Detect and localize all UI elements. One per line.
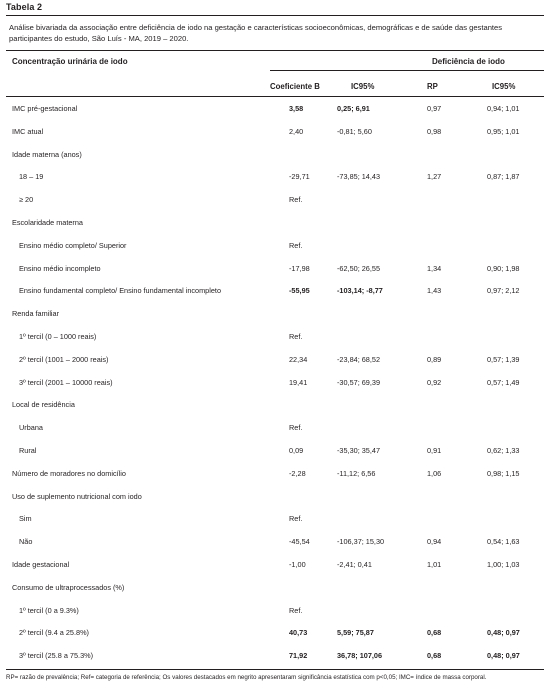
- cell-ic2: 0,87; 1,87: [487, 172, 520, 182]
- cell-label: 1º tercil (0 – 1000 reais): [19, 332, 97, 341]
- table-row: [0, 332, 550, 346]
- table-row: [0, 309, 550, 323]
- cell-rp: 1,34: [427, 263, 442, 273]
- table-row: [0, 514, 550, 528]
- cell-rp: 1,27: [427, 172, 442, 182]
- cell-rp: 0,68: [427, 628, 442, 638]
- cell-ic2: 0,62; 1,33: [487, 446, 520, 455]
- cell-rp: 0,89: [427, 354, 442, 364]
- group-header-right: Deficiência de iodo: [432, 57, 505, 66]
- cell-label: Ensino médio incompleto: [19, 263, 101, 273]
- table-row: [0, 241, 550, 255]
- cell-rp: 1,06: [427, 468, 442, 478]
- cell-coef: Ref.: [289, 195, 303, 205]
- cell-rp: 0,68: [427, 651, 442, 661]
- cell-coef: 19,41: [289, 377, 308, 387]
- table-row: [0, 628, 550, 642]
- cell-ic2: 0,97; 2,12: [487, 286, 520, 296]
- table-row: [0, 446, 550, 460]
- group-header-right-underline: [418, 70, 544, 71]
- cell-ic1: 5,59; 75,87: [337, 628, 374, 638]
- cell-label: 18 – 19: [19, 172, 44, 182]
- cell-coef: Ref.: [289, 423, 303, 433]
- cell-coef: 3,58: [289, 104, 304, 113]
- col-header-rp: RP: [427, 82, 438, 91]
- cell-rp: 0,91: [427, 446, 442, 455]
- cell-ic1: -11,12; 6,56: [337, 468, 376, 478]
- cell-coef: Ref.: [289, 605, 303, 615]
- table-row: [0, 560, 550, 574]
- cell-label: Idade materna (anos): [12, 149, 82, 159]
- table-row: [0, 150, 550, 164]
- cell-label: Renda familiar: [12, 309, 60, 319]
- table-row: [0, 195, 550, 209]
- cell-label: Consumo de ultraprocessados (%): [12, 582, 125, 592]
- col-header-coef: Coeficiente B: [270, 82, 320, 91]
- cell-coef: 0,09: [289, 446, 304, 455]
- table-row: [0, 469, 550, 483]
- cell-ic2: 0,54; 1,63: [487, 537, 520, 547]
- cell-label: IMC pré-gestacional: [12, 104, 78, 113]
- cell-coef: -1,00: [289, 560, 306, 569]
- cell-ic1: -0,81; 5,60: [337, 126, 372, 136]
- cell-ic1: -35,30; 35,47: [337, 446, 381, 455]
- cell-coef: 22,34: [289, 354, 308, 364]
- table-bottom-rule: [6, 669, 544, 670]
- header-bottom-rule: [6, 96, 544, 97]
- cell-coef: Ref.: [289, 240, 303, 250]
- cell-label: Número de moradores no domicílio: [12, 468, 126, 478]
- cell-coef: Ref.: [289, 514, 303, 524]
- table-row: [0, 423, 550, 437]
- cell-label: 2º tercil (9.4 a 25.8%): [19, 628, 89, 638]
- table-caption: Análise bivariada da associação entre deficiência de iodo na gestação e características socioeconômicas, demográficas e de saúde das gestantes participantes do estudo, São Luís - MA, 2019 – 2020.: [9, 23, 503, 43]
- table-row: [0, 378, 550, 392]
- table-row: [0, 606, 550, 620]
- cell-ic1: 36,78; 107,06: [337, 651, 383, 661]
- cell-label: Uso de suplemento nutricional com iodo: [12, 491, 142, 501]
- cell-label: Urbana: [19, 423, 43, 433]
- col-header-ic95-1: IC95%: [351, 82, 375, 91]
- cell-ic1: -106,37; 15,30: [337, 537, 385, 547]
- cell-coef: 2,40: [289, 126, 304, 136]
- cell-label: Ensino médio completo/ Superior: [19, 240, 127, 250]
- cell-ic1: -62,50; 26,55: [337, 263, 381, 273]
- cell-rp: 0,97: [427, 104, 442, 113]
- cell-label: 3º tercil (2001 – 10000 reais): [19, 377, 113, 387]
- cell-coef: Ref.: [289, 332, 303, 341]
- cell-label: ≥ 20: [19, 195, 34, 205]
- table-row: [0, 537, 550, 551]
- cell-label: Não: [19, 537, 33, 547]
- top-rule: [6, 15, 544, 16]
- cell-coef: -55,95: [289, 286, 310, 296]
- table-row: [0, 400, 550, 414]
- cell-ic2: 0,57; 1,49: [487, 377, 520, 387]
- table-row: [0, 264, 550, 278]
- header-top-rule: [6, 50, 544, 51]
- cell-ic1: -30,57; 69,39: [337, 377, 381, 387]
- cell-ic1: -103,14; -8,77: [337, 286, 383, 296]
- cell-coef: 40,73: [289, 628, 308, 638]
- cell-ic2: 0,57; 1,39: [487, 354, 520, 364]
- table-row: [0, 492, 550, 506]
- table-row: [0, 286, 550, 300]
- table-row: [0, 127, 550, 141]
- cell-ic1: -2,41; 0,41: [337, 560, 372, 569]
- cell-ic2: 1,00; 1,03: [487, 560, 520, 569]
- table-row: [0, 651, 550, 665]
- cell-rp: 1,01: [427, 560, 442, 569]
- cell-ic2: 0,48; 0,97: [487, 628, 520, 638]
- cell-ic1: -73,85; 14,43: [337, 172, 381, 182]
- table-row: [0, 583, 550, 597]
- cell-ic2: 0,95; 1,01: [487, 126, 520, 136]
- cell-label: Sim: [19, 514, 32, 524]
- table-row: [0, 355, 550, 369]
- cell-rp: 0,92: [427, 377, 442, 387]
- cell-ic2: 0,48; 0,97: [487, 651, 520, 661]
- cell-ic2: 0,90; 1,98: [487, 263, 520, 273]
- cell-rp: 0,94: [427, 537, 442, 547]
- cell-label: 1º tercil (0 a 9.3%): [19, 605, 79, 615]
- cell-coef: -45,54: [289, 537, 310, 547]
- table-row: [0, 104, 550, 118]
- table-label: Tabela 2: [6, 2, 43, 12]
- group-header-left: Concentração urinária de iodo: [12, 57, 128, 66]
- cell-label: Ensino fundamental completo/ Ensino fundamental incompleto: [19, 286, 222, 296]
- cell-label: Rural: [19, 446, 37, 455]
- cell-coef: 71,92: [289, 651, 308, 661]
- cell-label: 2º tercil (1001 – 2000 reais): [19, 354, 109, 364]
- cell-coef: -17,98: [289, 263, 310, 273]
- cell-label: Idade gestacional: [12, 560, 70, 569]
- cell-ic1: -23,84; 68,52: [337, 354, 381, 364]
- cell-label: 3º tercil (25.8 a 75.3%): [19, 651, 94, 661]
- cell-rp: 1,43: [427, 286, 442, 296]
- cell-label: Local de residência: [12, 400, 75, 410]
- cell-ic1: 0,25; 6,91: [337, 104, 370, 113]
- cell-coef: -29,71: [289, 172, 310, 182]
- col-header-ic95-2: IC95%: [492, 82, 516, 91]
- table-footnote: RP= razão de prevalência; Ref= categoria de referência; Os valores destacados em negrito apresentaram significância estatística com p<0,05; IMC= índice de massa corporal.: [6, 674, 487, 681]
- cell-label: IMC atual: [12, 126, 44, 136]
- cell-rp: 0,98: [427, 126, 442, 136]
- table-row: [0, 172, 550, 186]
- cell-ic2: 0,94; 1,01: [487, 104, 520, 113]
- cell-coef: -2,28: [289, 468, 306, 478]
- table-row: [0, 218, 550, 232]
- cell-label: Escolaridade materna: [12, 218, 83, 227]
- cell-ic2: 0,98; 1,15: [487, 468, 520, 478]
